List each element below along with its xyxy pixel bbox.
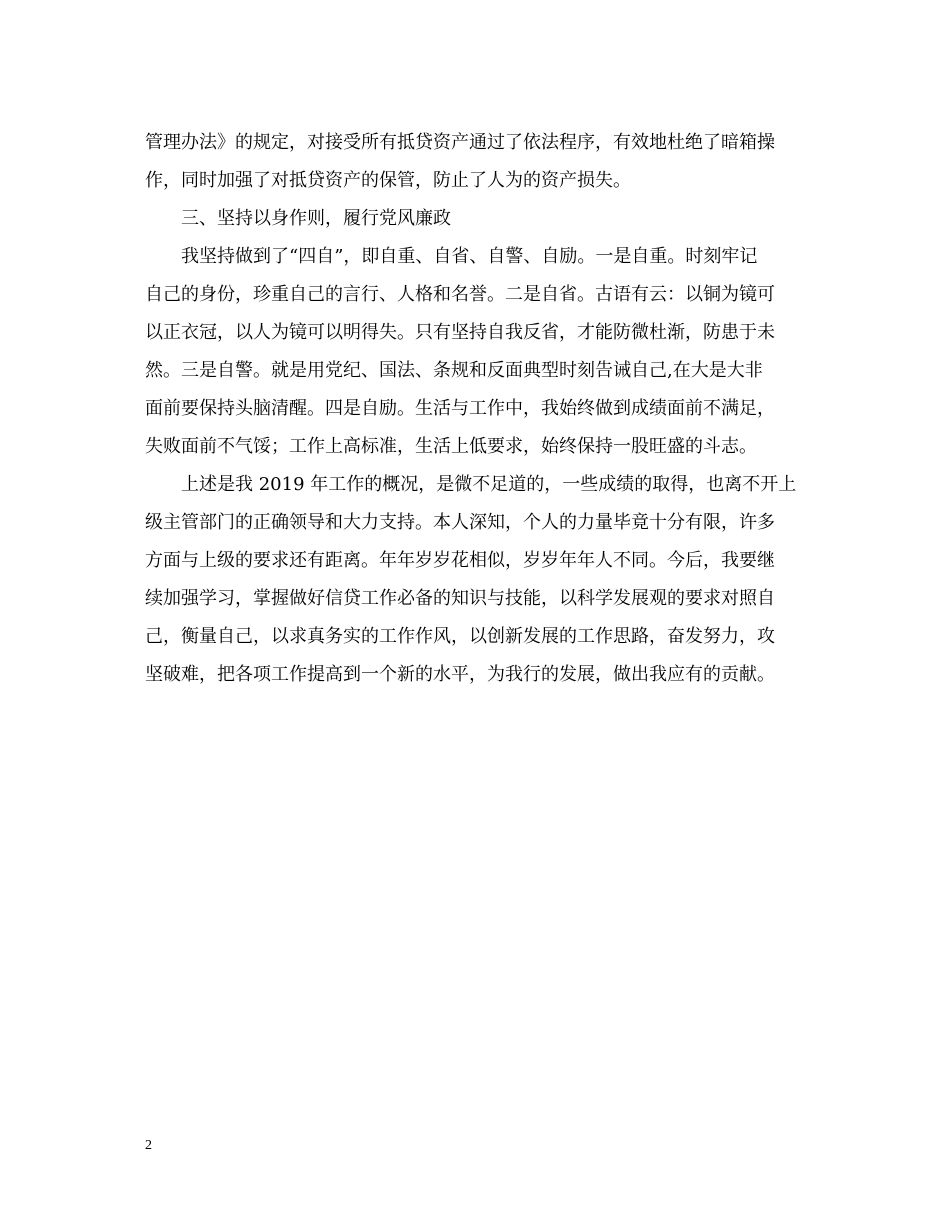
text-line: 坚破难，把各项工作提高到一个新的水平，为我行的发展，做出我应有的贡献。: [145, 664, 775, 685]
text-line: 管理办法》的规定，对接受所有抵贷资产通过了依法程序，有效地杜绝了暗箱操: [145, 132, 775, 153]
text-line: 失败面前不气馁；工作上高标准，生活上低要求，始终保持一股旺盛的斗志。: [145, 436, 757, 457]
text-line: 方面与上级的要求还有距离。年年岁岁花相似，岁岁年年人不同。今后，我要继: [145, 550, 775, 571]
text-line: 己，衡量自己，以求真务实的工作作风，以创新发展的工作思路，奋发努力，攻: [145, 626, 775, 647]
text-line: 然。三是自警。就是用党纪、国法、条规和反面典型时刻告诫自己,在大是大非: [145, 360, 763, 381]
text-line: 以正衣冠，以人为镜可以明得失。只有坚持自我反省，才能防微杜渐，防患于未: [145, 322, 775, 343]
text-line: 面前要保持头脑清醒。四是自励。生活与工作中，我始终做到成绩面前不满足，: [145, 398, 775, 419]
page-number: 2: [145, 1138, 152, 1153]
text-line: 我坚持做到了“四自”，即自重、自省、自警、自励。一是自重。时刻牢记: [181, 246, 758, 267]
text-line: 上述是我 2019 年工作的概况，是微不足道的，一些成绩的取得，也离不开上: [181, 474, 797, 495]
text-line: 自己的身份，珍重自己的言行、人格和名誉。二是自省。古语有云：以铜为镜可: [145, 284, 775, 305]
section-heading: 三、坚持以身作则，履行党风廉政: [181, 208, 451, 229]
text-line: 作，同时加强了对抵贷资产的保管，防止了人为的资产损失。: [145, 170, 631, 191]
text-line: 级主管部门的正确领导和大力支持。本人深知，个人的力量毕竟十分有限，许多: [145, 512, 775, 533]
text-line: 续加强学习，掌握做好信贷工作必备的知识与技能，以科学发展观的要求对照自: [145, 588, 775, 609]
